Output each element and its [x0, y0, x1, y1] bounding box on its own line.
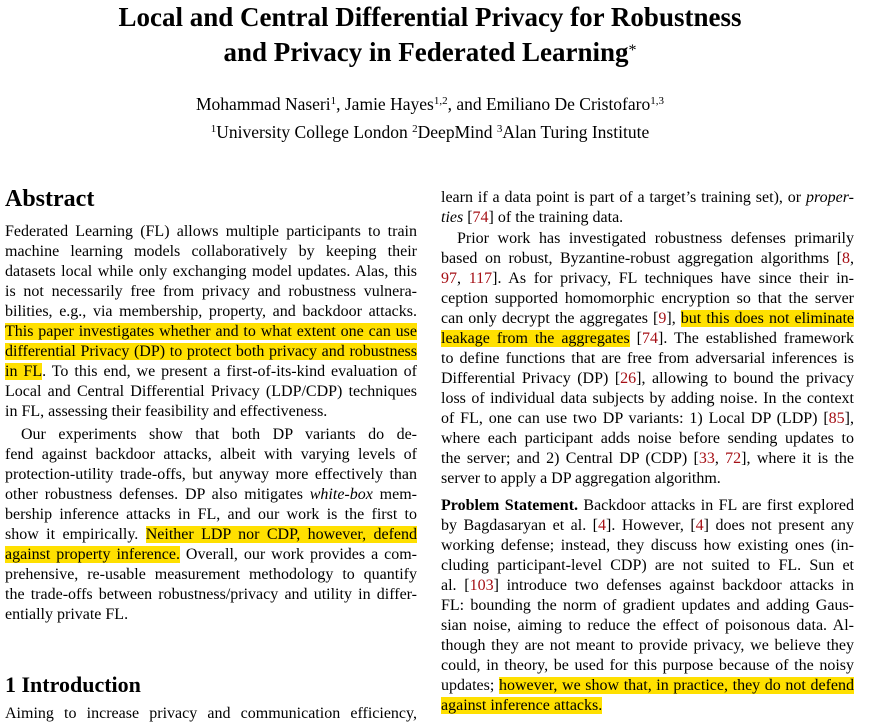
citation-link[interactable]: 74 [472, 209, 489, 226]
text-line [441, 556, 854, 576]
text: server to apply a DP aggregation algorithm. [441, 470, 721, 487]
text-line [441, 596, 854, 616]
text: in FL, assessing their feasibility and effectiveness. [5, 403, 328, 420]
text: entially private FL. [5, 606, 129, 623]
citation-link[interactable]: 103 [469, 577, 494, 594]
highlighted-text: in FL [5, 363, 43, 380]
text-line [441, 188, 854, 208]
text-line [5, 402, 417, 422]
text: Alan Turing Institute [502, 122, 650, 142]
text-line [5, 605, 417, 625]
footnote-mark: * [628, 42, 637, 59]
text: loss of individual data subjects by adding noise. In the context [441, 390, 854, 407]
text-line [5, 425, 417, 445]
text-line [441, 208, 854, 228]
text-line [5, 465, 417, 485]
text: where each participant adds noise before sending updates to [441, 430, 854, 447]
text: Local and Central Differential Privacy (LDP/CDP) techniques [5, 383, 417, 400]
text-line [441, 516, 854, 536]
text: show it empirically. [5, 526, 146, 543]
text: to define functions that are free from adversarial inferences is [441, 350, 854, 367]
text: cluding participant-level CDP) are not suited to FL. Sun et [441, 557, 854, 574]
highlighted-text: but this does not eliminate [680, 310, 855, 327]
text: could, in theory, be used for this purpose because of the noisy [441, 657, 854, 674]
text: . To this end, we present a first-of-its-kind evaluation of [42, 363, 417, 380]
text: is not necessarily free from privacy and robustness vulnera- [5, 283, 417, 300]
text: Differential Privacy (DP) [ [441, 370, 621, 387]
text: working defense; instead, they discuss how existing ones (in- [441, 537, 854, 554]
text: , [714, 450, 726, 467]
text: ], [844, 410, 854, 427]
text: prehensive, re-usable measurement methodology to quantify [5, 566, 417, 583]
highlighted-text: however, we show that, in practice, they do not defend [498, 677, 855, 694]
bold-run-in-heading: Problem Statement. [441, 497, 579, 514]
text: ] of the training data. [488, 209, 624, 226]
text: bership inference attacks in FL, and our work is the first to [5, 506, 417, 523]
text: [ [463, 209, 473, 226]
text: the trade-offs between robustness/privacy and utility in differ- [5, 586, 417, 603]
text-line [441, 616, 854, 636]
text: machine learning models collaboratively by keeping their [5, 243, 417, 260]
introduction-heading: 1 Introduction [5, 672, 141, 697]
italic-text: ties [441, 209, 464, 226]
text-line [5, 525, 417, 545]
text-line [441, 329, 854, 349]
text-line [441, 469, 854, 489]
text-line [441, 269, 854, 289]
text-line [5, 445, 417, 465]
superscript: 1,3 [650, 95, 664, 107]
authors [0, 93, 860, 115]
text: ]. As for privacy, FL techniques have since their in- [492, 270, 855, 287]
text: , [850, 250, 854, 267]
text-line [5, 545, 417, 565]
paper-title-line-1: Local and Central Differential Privacy for Robustness [118, 2, 742, 32]
text: Mohammad Naseri [196, 94, 331, 114]
text: datasets local while only exchanging model updates. Alas, this [5, 263, 417, 280]
text: , Jamie Hayes [336, 94, 434, 114]
highlighted-text: against inference attacks. [441, 697, 603, 714]
affiliations [0, 121, 860, 143]
text-line [5, 282, 417, 302]
text: ] does not present any [703, 517, 855, 534]
highlighted-text: This paper investigates whether and to what extent one can use [5, 323, 417, 340]
text: Federated Learning (FL) allows multiple participants to train [5, 223, 417, 240]
text-line [441, 536, 854, 556]
highlighted-text: differential Privacy (DP) to protect both privacy and robustness [5, 343, 417, 360]
text: Overall, our work provides a com- [179, 546, 418, 563]
superscript: 1,2 [433, 95, 448, 107]
text: mem- [372, 486, 417, 503]
text: Our experiments show that both DP variants do de- [21, 426, 417, 443]
text: learn if a data point is part of a target’s training set), or [441, 189, 807, 206]
text-line [5, 242, 417, 262]
text: ]. The established framework [657, 330, 854, 347]
citation-link[interactable]: 33 [698, 450, 715, 467]
text: the server; and 2) Central DP (CDP) [ [441, 450, 699, 467]
text-line [441, 496, 854, 516]
text-line [5, 362, 417, 382]
citation-link[interactable]: 9 [658, 310, 667, 327]
text-line [441, 409, 854, 429]
text: al. [ [441, 577, 470, 594]
citation-link[interactable]: 97 [441, 270, 457, 287]
text: by Bagdasaryan et al. [ [441, 517, 599, 534]
text: protection-utility trade-offs, but anyway more effectively than [5, 466, 417, 483]
text: ], [666, 310, 681, 327]
citation-link[interactable]: 4 [695, 517, 704, 534]
text-line [441, 449, 854, 469]
citation-link[interactable]: 85 [828, 410, 845, 427]
text-line [5, 322, 417, 342]
text-line [441, 636, 854, 656]
text-line [5, 565, 417, 585]
highlighted-text: Neither LDP nor CDP, however, defend [145, 526, 418, 543]
superscript: 2 [412, 123, 418, 135]
text: bilities, e.g., via membership, property, and backdoor attacks. [5, 303, 417, 320]
text-line [5, 262, 417, 282]
text-line [441, 696, 854, 716]
text: though they are not meant to provide privacy, we believe they [441, 637, 854, 654]
text-line [441, 249, 854, 269]
text: Backdoor attacks in FL are first explored [578, 497, 855, 514]
text: updates; [441, 677, 499, 694]
text: ] introduce two defenses against backdoor attacks in [493, 577, 854, 594]
paper-title-line-2 [0, 36, 860, 68]
text-line [5, 505, 417, 525]
text: [ [629, 330, 642, 347]
text: sian noise, aiming to reduce the effect of poisonous data. Al- [441, 617, 854, 634]
text: , [457, 270, 469, 287]
text-line [441, 349, 854, 369]
text: based on robust, Byzantine-robust aggregation algorithms [ [441, 250, 842, 267]
text-line [441, 676, 854, 696]
text: ]. However, [ [606, 517, 696, 534]
citation-link[interactable]: 26 [620, 370, 637, 387]
text: ], where it is the [741, 450, 854, 467]
text: other robustness defenses. DP also mitigates [5, 486, 310, 503]
superscript: 1 [210, 123, 217, 135]
text-line [441, 429, 854, 449]
text-line [441, 656, 854, 676]
text: FL: bounding the norm of gradient updates and adding Gaus- [441, 597, 854, 614]
highlighted-text: against property inference. [5, 546, 180, 563]
citation-link[interactable]: 8 [842, 250, 850, 267]
text: can only decrypt the aggregates [ [441, 310, 659, 327]
text-line [441, 389, 854, 409]
text: ception supported homomorphic encryption so that the server [441, 290, 854, 307]
title-text: and Privacy in Federated Learning [223, 37, 629, 67]
intro-clipped-line: Aiming to increase privacy and communication efficiency, [5, 705, 417, 722]
text: University College London [216, 122, 413, 142]
highlighted-text: leakage from the aggregates [441, 330, 630, 347]
text-line [441, 229, 854, 249]
text: DeepMind [417, 122, 497, 142]
superscript: 3 [496, 123, 503, 135]
italic-text: proper- [806, 189, 854, 206]
citation-link[interactable]: 72 [725, 450, 742, 467]
text: Prior work has investigated robustness defenses primarily [457, 230, 854, 247]
citation-link[interactable]: 4 [598, 517, 607, 534]
text-line [441, 289, 854, 309]
text-line [5, 302, 417, 322]
text: fend against backdoor attacks, albeit with varying levels of [5, 446, 417, 463]
italic-text: white-box [309, 486, 373, 503]
citation-link[interactable]: 74 [641, 330, 658, 347]
text-line [5, 222, 417, 242]
text-line [441, 309, 854, 329]
text: , and Emiliano De Cristofaro [447, 94, 651, 114]
citation-link[interactable]: 117 [468, 270, 493, 287]
text-line [5, 585, 417, 605]
text-line [5, 342, 417, 362]
text-line [5, 485, 417, 505]
text-line [441, 576, 854, 596]
text: of FL, one can use two DP variants: 1) Local DP (LDP) [ [441, 410, 829, 427]
superscript: 1 [330, 95, 337, 107]
abstract-heading: Abstract [5, 186, 95, 212]
text-line [5, 382, 417, 402]
text-line [441, 369, 854, 389]
text: ], allowing to bound the privacy [636, 370, 854, 387]
